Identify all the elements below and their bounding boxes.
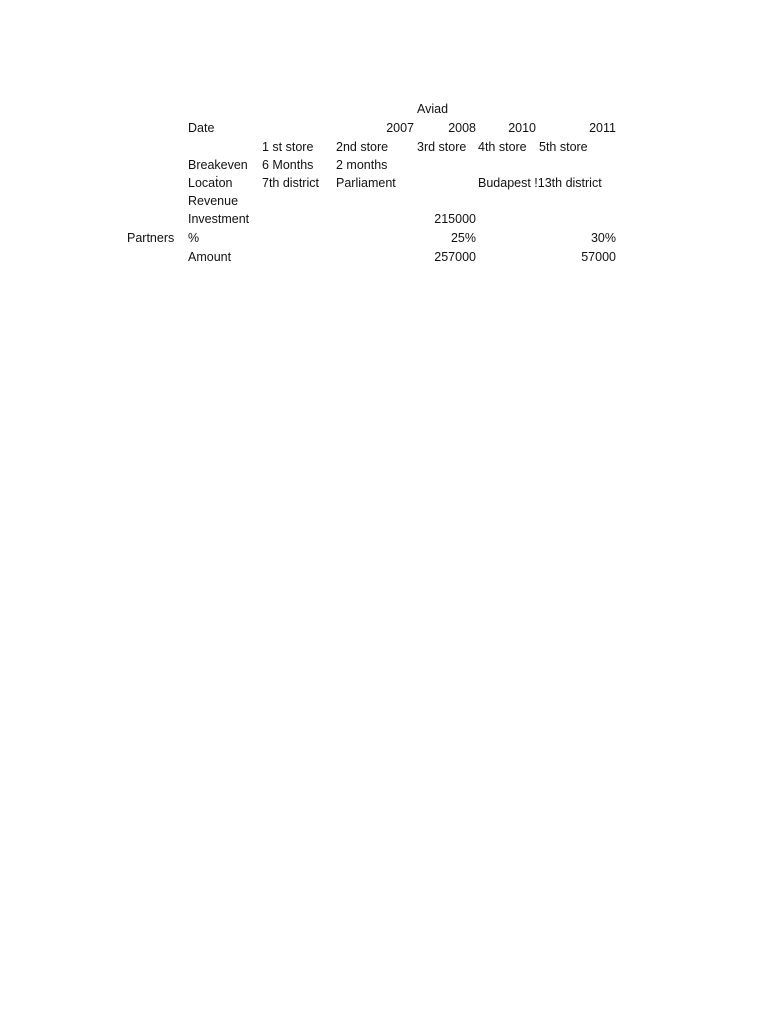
store-5: 5th store (539, 140, 588, 154)
location-store-4-5: Budapest !13th district (478, 176, 602, 190)
label-percent: % (188, 231, 200, 245)
store-1: 1 st store (262, 140, 314, 154)
label-date: Date (188, 121, 215, 135)
label-revenue: Revenue (188, 194, 239, 208)
label-partners: Partners (127, 231, 175, 245)
location-store-2: Parliament (336, 176, 396, 190)
year-2011: 2011 (589, 121, 616, 135)
store-2: 2nd store (336, 140, 389, 154)
amount-2011: 57000 (581, 250, 616, 264)
percent-2011: 30% (590, 231, 616, 245)
amount-2008: 257000 (434, 250, 476, 264)
investment-2008: 215000 (434, 212, 476, 226)
sheet-title: Aviad (417, 102, 449, 116)
year-2010: 2010 (508, 121, 536, 135)
breakeven-store-2: 2 months (336, 158, 388, 172)
breakeven-store-1: 6 Months (262, 158, 314, 172)
label-investment: Investment (188, 212, 250, 226)
label-location: Locaṫon (188, 176, 233, 190)
location-store-1: 7th district (262, 176, 319, 190)
year-2008: 2008 (448, 121, 476, 135)
label-breakeven: Breakeven (188, 158, 248, 172)
store-3: 3rd store (417, 140, 467, 154)
store-4: 4th store (478, 140, 527, 154)
year-2007: 2007 (386, 121, 414, 135)
percent-2008: 25% (450, 231, 476, 245)
label-amount: Amount (188, 250, 232, 264)
